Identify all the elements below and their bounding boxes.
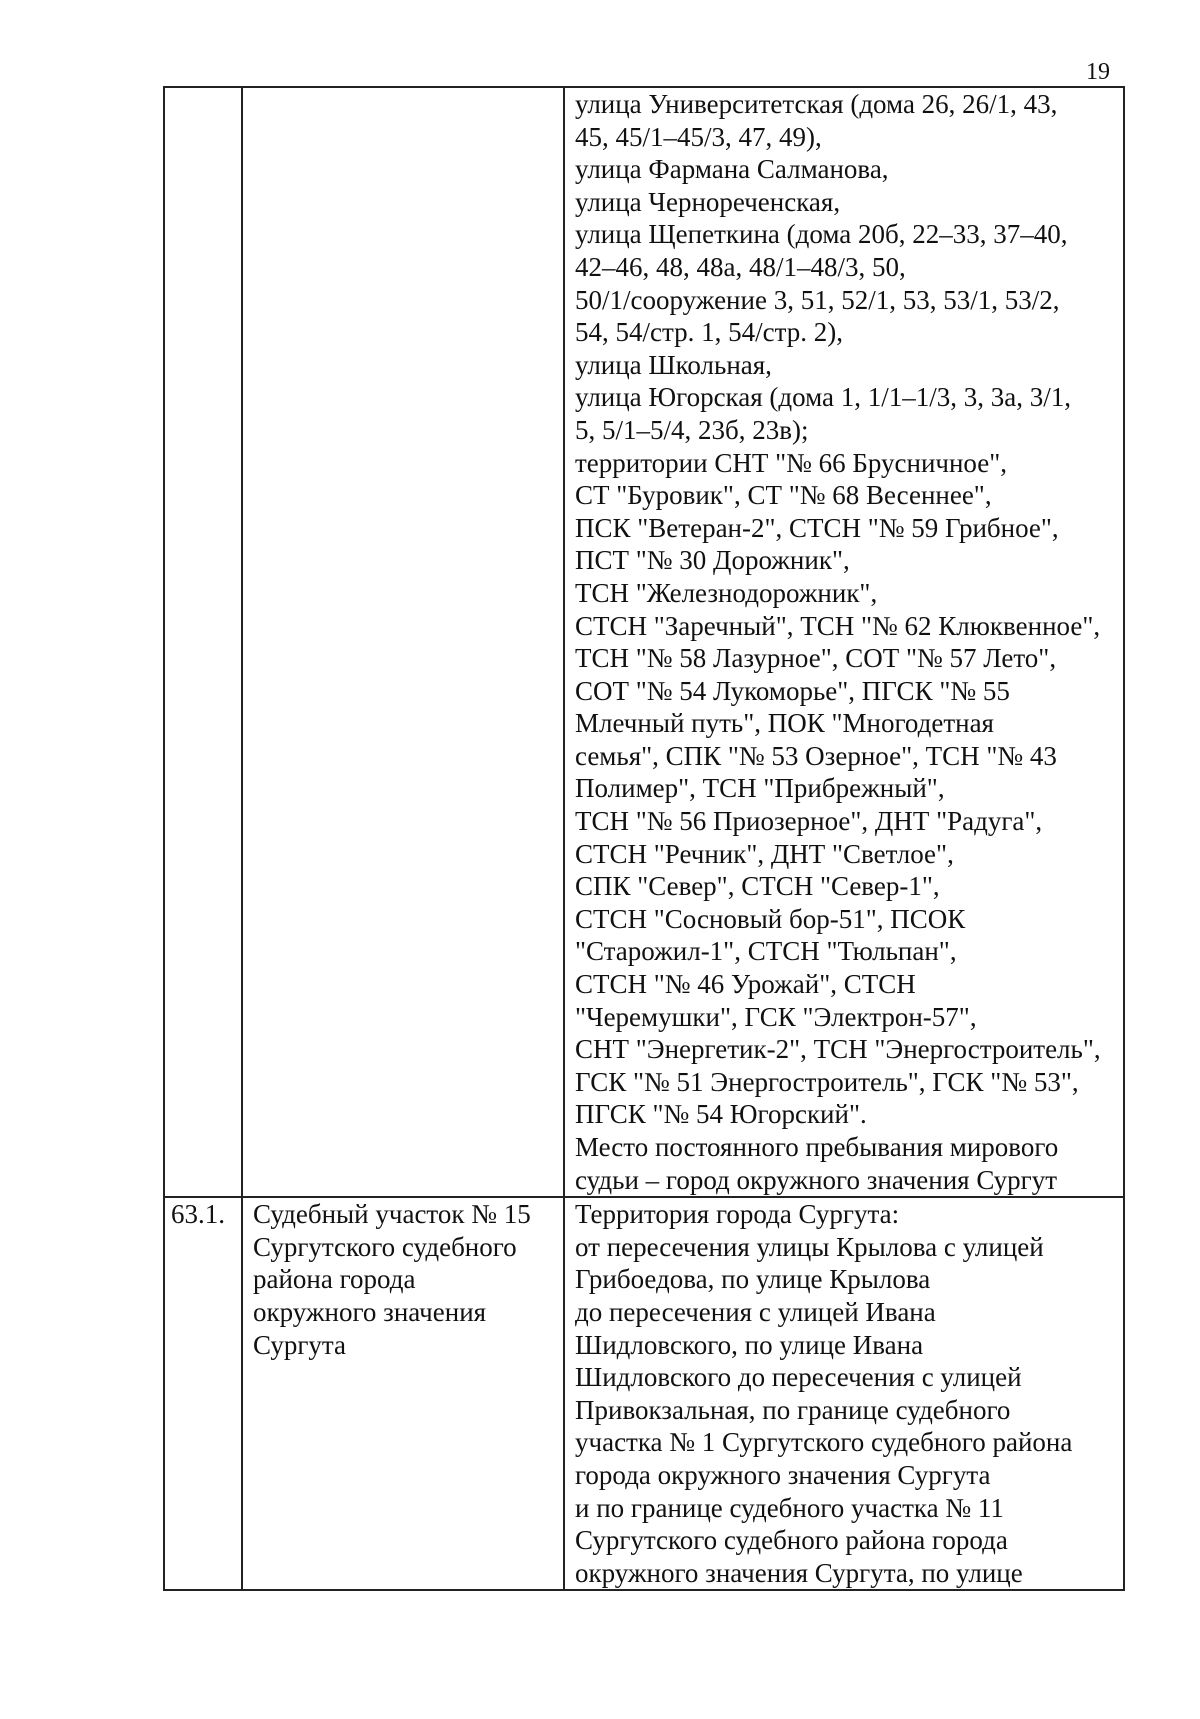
territory-description-line: улица Щепеткина (дома 20б, 22–33, 37–40,	[575, 219, 1068, 250]
territory-description-line: ТСН "№ 56 Приозерное", ДНТ "Радуга",	[575, 806, 1043, 837]
territory-description-cell	[564, 1197, 1124, 1590]
table-row	[164, 1197, 1124, 1590]
territory-description-line: от пересечения улицы Крылова с улицей	[575, 1231, 1044, 1262]
court-name-line: Сургутского судебного	[253, 1231, 517, 1262]
territory-description-line: СТСН "Сосновый бор-51", ПСОК	[575, 903, 966, 934]
court-name-line: окружного значения	[253, 1296, 487, 1327]
court-name-line: Сургута	[253, 1329, 347, 1360]
court-name-cell	[242, 87, 564, 1197]
territory-description-line: до пересечения с улицей Ивана	[575, 1296, 936, 1327]
territory-description-line: 5, 5/1–5/4, 23б, 23в);	[575, 414, 809, 445]
territory-description-line: СОТ "№ 54 Лукоморье", ПГСК "№ 55	[575, 675, 1010, 706]
territory-description-line: СНТ "Энергетик-2", ТСН "Энергостроитель",	[575, 1034, 1101, 1065]
territory-description-line: ПСТ "№ 30 Дорожник",	[575, 545, 850, 576]
territory-description-line: 50/1/сооружение 3, 51, 52/1, 53, 53/1, 53/2,	[575, 284, 1060, 315]
territory-description-line: СТСН "Заречный", ТСН "№ 62 Клюквенное",	[575, 610, 1101, 641]
table-row	[164, 87, 1124, 1197]
territory-description-line: Сургутского судебного района города	[575, 1525, 1008, 1556]
territory-description-line: ТСН "№ 58 Лазурное", СОТ "№ 57 Лето",	[575, 643, 1057, 674]
court-name-cell	[242, 1197, 564, 1590]
territory-description-line: Грибоедова, по улице Крылова	[575, 1264, 931, 1295]
territory-description-line: ПГСК "№ 54 Югорский".	[575, 1099, 867, 1130]
territory-description-line: судьи – город окружного значения Сургут	[575, 1164, 1058, 1195]
territory-description-line: "Черемушки", ГСК "Электрон-57",	[575, 1001, 977, 1032]
territory-description-line: ГСК "№ 51 Энергостроитель", ГСК "№ 53",	[575, 1066, 1079, 1097]
territory-description-line: улица Университетская (дома 26, 26/1, 43,	[575, 89, 1058, 119]
territory-description-line: 54, 54/стр. 1, 54/стр. 2),	[575, 317, 843, 348]
territory-description-cell	[564, 87, 1124, 1197]
territory-description-line: Территория города Сургута:	[575, 1199, 900, 1230]
territory-description-line: улица Чернореченская,	[575, 186, 841, 217]
territory-description-line: Полимер", ТСН "Прибрежный",	[575, 773, 945, 804]
territory-description-line: улица Фармана Салманова,	[575, 154, 889, 185]
territory-description-line: улица Югорская (дома 1, 1/1–1/3, 3, 3а, 3/1,	[575, 382, 1072, 413]
court-name-line: района города	[253, 1264, 416, 1295]
territory-description-line: Привокзальная, по границе судебного	[575, 1394, 1011, 1425]
territory-description-line: участка № 1 Сургутского судебного района	[575, 1427, 1073, 1458]
territory-description-line: 45, 45/1–45/3, 47, 49),	[575, 121, 822, 152]
territory-description-line: ТСН "Железнодорожник",	[575, 577, 878, 608]
court-name-line: Судебный участок № 15	[253, 1199, 531, 1230]
territory-description-line: СТ "Буровик", СТ "№ 68 Весеннее",	[575, 480, 992, 511]
page-number: 19	[1086, 59, 1110, 85]
row-number-cell	[164, 87, 242, 1197]
territory-description-line: Шидловского до пересечения с улицей	[575, 1362, 1022, 1393]
territory-description-line: Млечный путь", ПОК "Многодетная	[575, 708, 994, 739]
territory-description-line: улица Школьная,	[575, 349, 772, 380]
territory-description-line: Шидловского, по улице Ивана	[575, 1329, 924, 1360]
territory-description-line: и по границе судебного участка № 11	[575, 1492, 1004, 1523]
territory-description-line: окружного значения Сургута, по улице	[575, 1557, 1023, 1588]
districts-table	[163, 86, 1125, 1591]
row-number: 63.1.	[171, 1199, 225, 1230]
territory-description-line: семья", СПК "№ 53 Озерное", ТСН "№ 43	[575, 740, 1057, 771]
territory-description-line: "Старожил-1", СТСН "Тюльпан",	[575, 936, 957, 967]
territory-description-line: СТСН "Речник", ДНТ "Светлое",	[575, 838, 954, 869]
territory-description-line: СТСН "№ 46 Урожай", СТСН	[575, 969, 916, 1000]
territory-description-line: территории СНТ "№ 66 Брусничное",	[575, 447, 1007, 478]
territory-description-line: ПСК "Ветеран-2", СТСН "№ 59 Грибное",	[575, 512, 1059, 543]
row-number-cell	[164, 1197, 242, 1590]
territory-description-line: города окружного значения Сургута	[575, 1459, 991, 1490]
territory-description-line: Место постоянного пребывания мирового	[575, 1132, 1059, 1162]
territory-description-line: 42–46, 48, 48а, 48/1–48/3, 50,	[575, 251, 906, 282]
territory-description-line: СПК "Север", СТСН "Север-1",	[575, 871, 940, 902]
